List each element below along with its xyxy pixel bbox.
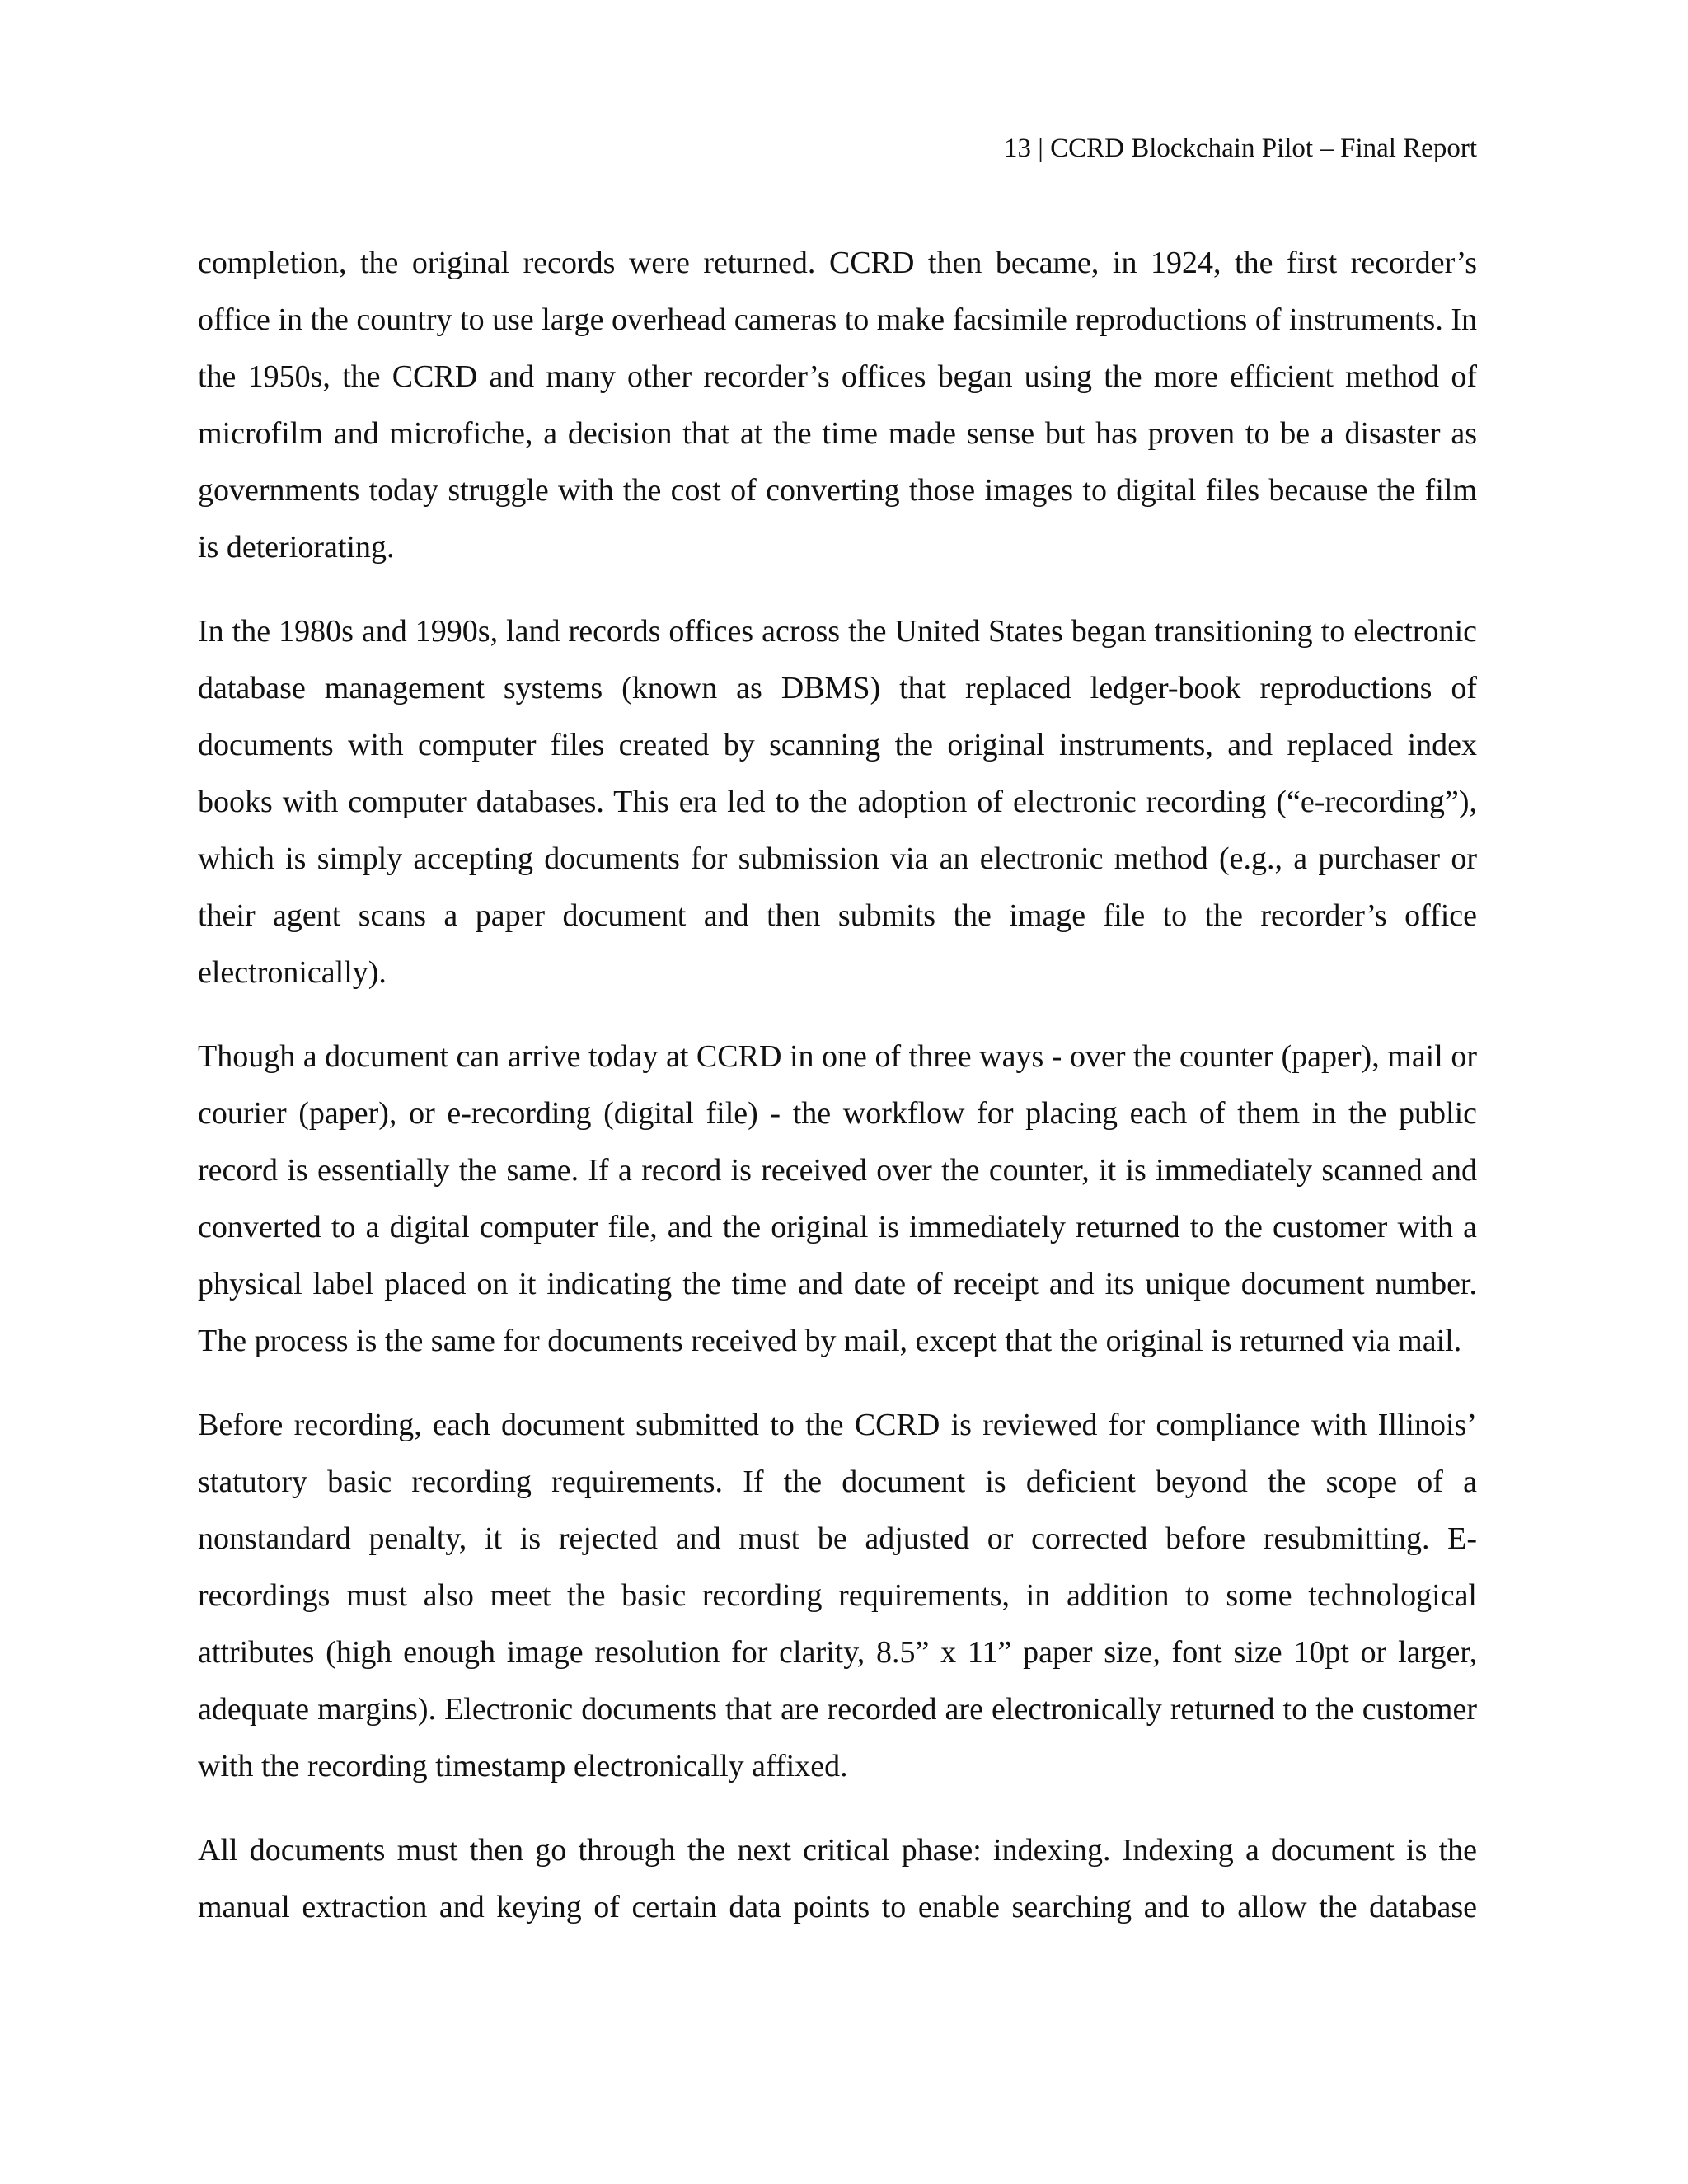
report-title: CCRD Blockchain Pilot – Final Report [1050, 134, 1477, 163]
paragraph-document-arrival: Though a document can arrive today at CCRD in one of three ways - over the counter (paper), mail or courier (paper), or e-recording (digital file) - the workflow for placing each of them in the public record is essentially the same. If a record is received over the counter, it is immediately scanned and converted to a digital computer file, and the original is immediately returned to the customer with a physical label placed on it indicating the time and date of receipt and its unique document number. The process is the same for documents received by mail, except that the original is returned via mail. [198, 1039, 1477, 1358]
page-number: 13 [1003, 134, 1031, 163]
paragraph-recording-review: Before recording, each document submitted to the CCRD is reviewed for compliance with Illinois’ statutory basic recording requirements. If the document is deficient beyond the scope of a nonstandard penalty, it is rejected and must be adjusted or corrected before resubmitting. E-recordings must also meet the basic recording requirements, in addition to some technological attributes (high enough image resolution for clarity, 8.5” x 11” paper size, font size 10pt or larger, adequate margins). Electronic documents that are recorded are electronically returned to the customer with the recording timestamp electronically affixed. [198, 1408, 1477, 1783]
header-separator: | [1030, 134, 1051, 163]
body-text [198, 235, 1477, 1963]
paragraph-indexing: All documents must then go through the next critical phase: indexing. Indexing a document is the manual extraction and keying of certain data points to enable searching and to allow the database [198, 1833, 1477, 1924]
running-header [198, 132, 1477, 165]
paragraph-dbms-transition: In the 1980s and 1990s, land records offices across the United States began transitioning to electronic database management systems (known as DBMS) that replaced ledger-book reproductions of documents with computer files created by scanning the original instruments, and replaced index books with computer databases. This era led to the adoption of electronic recording (“e-recording”), which is simply accepting documents for submission via an electronic method (e.g., a purchaser or their agent scans a paper document and then submits the image file to the recorder’s office electronically). [198, 614, 1477, 990]
paragraph-history-facsimile: completion, the original records were returned. CCRD then became, in 1924, the first recorder’s office in the country to use large overhead cameras to make facsimile reproductions of instruments. In the 1950s, the CCRD and many other recorder’s offices began using the more efficient method of microfilm and microfiche, a decision that at the time made sense but has proven to be a disaster as governments today struggle with the cost of converting those images to digital files because the film is deteriorating. [198, 246, 1477, 565]
